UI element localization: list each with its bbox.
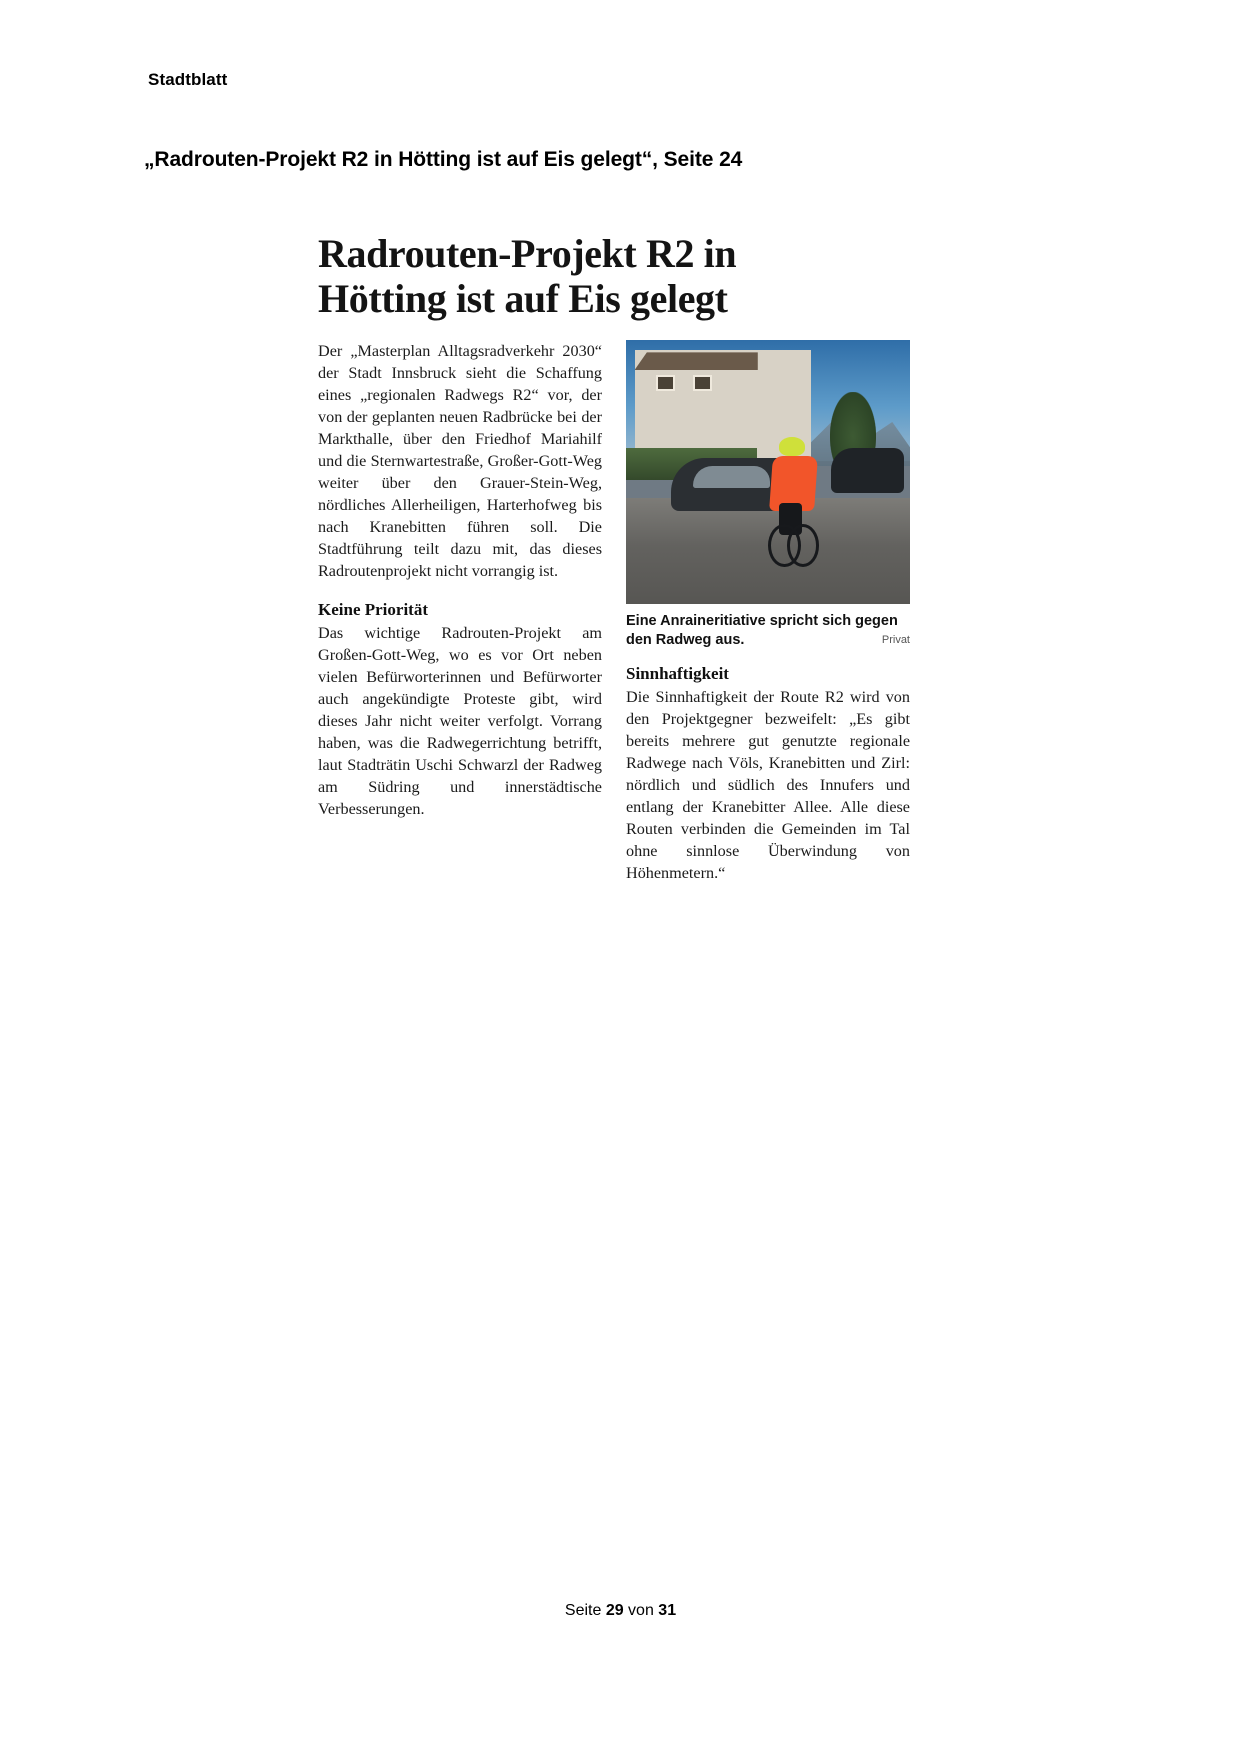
clipping-headline-line-1: Radrouten-Projekt R2 in: [318, 231, 737, 276]
footer-middle: von: [623, 1602, 659, 1619]
photo-bicycle: [768, 519, 819, 567]
clipping-column-right: [626, 340, 910, 885]
photo-caption-text: Eine Anraineritiative spricht sich gegen den Radweg aus.: [626, 612, 898, 648]
photo-window: [656, 375, 676, 391]
clipping-column-left: [318, 340, 602, 885]
page-footer: [0, 1602, 1241, 1620]
photo-cyclist-helmet: [779, 437, 805, 455]
footer-current-page: 29: [605, 1602, 624, 1619]
clipping-left-subheading: Keine Priorität: [318, 599, 428, 619]
newspaper-clipping: [318, 232, 910, 884]
photo-car-background: [831, 448, 905, 493]
page-title: „Radrouten-Projekt R2 in Hötting ist auf Eis gelegt“, Seite 24: [144, 148, 743, 171]
bicycle-wheel-front: [787, 524, 820, 567]
photo-roof: [635, 352, 758, 370]
footer-total-pages: 31: [658, 1602, 677, 1619]
clipping-lead-paragraph: Der „Masterplan Alltagsradverkehr 2030“ der Stadt Innsbruck sieht die Schaffung eines „regionalen Radwegs R2“ vor, der von der geplanten neuen Radbrücke bei der Markthalle, über den Friedhof Mariahilf und die Sternwartestraße, Großer-Gott-Weg weiter über den Grauer-Stein-Weg, nördliches Allerheiligen, Harterhofweg bis nach Kranebitten führen soll. Die Stadtführung teilt dazu mit, das dieses Radroutenprojekt nicht vorrangig ist.: [318, 341, 602, 580]
clipping-right-body: Die Sinnhaftigkeit der Route R2 wird von den Projektgegner bezweifelt: „Es gibt bereits mehrere gut genutzte regionale Radwege nach Völs, Kranebitten und Zirl: nördlich und südlich des Innufers und entlang der Kranebitter Allee. Alle diese Routen verbinden die Gemeinden im Tal ohne sinnlose Überwindung von Höhenmetern.“: [626, 687, 910, 883]
clipping-columns: [318, 340, 910, 885]
footer-prefix: Seite: [564, 1602, 606, 1619]
photo-window: [693, 375, 713, 391]
clipping-headline-line-2: Hötting ist auf Eis gelegt: [318, 275, 728, 321]
clipping-headline: [318, 232, 910, 322]
photo-credit: Privat: [881, 633, 910, 646]
document-header: Stadtblatt: [148, 70, 228, 89]
photo-caption: [626, 612, 910, 650]
clipping-photo: [626, 340, 910, 604]
clipping-right-subheading: Sinnhaftigkeit: [626, 663, 729, 683]
clipping-left-body: Das wichtige Radrouten-Projekt am Großen-Gott-Weg, wo es vor Ort neben vielen Befürworterinnen und Befürworter auch angekündigte Proteste gibt, wird dieses Jahr nicht weiter verfolgt. Vorrang haben, was die Radwegerrichtung betrifft, laut Stadträtin Uschi Schwarzl der Radweg am Südring und innerstädtische Verbesserungen.: [318, 623, 602, 819]
